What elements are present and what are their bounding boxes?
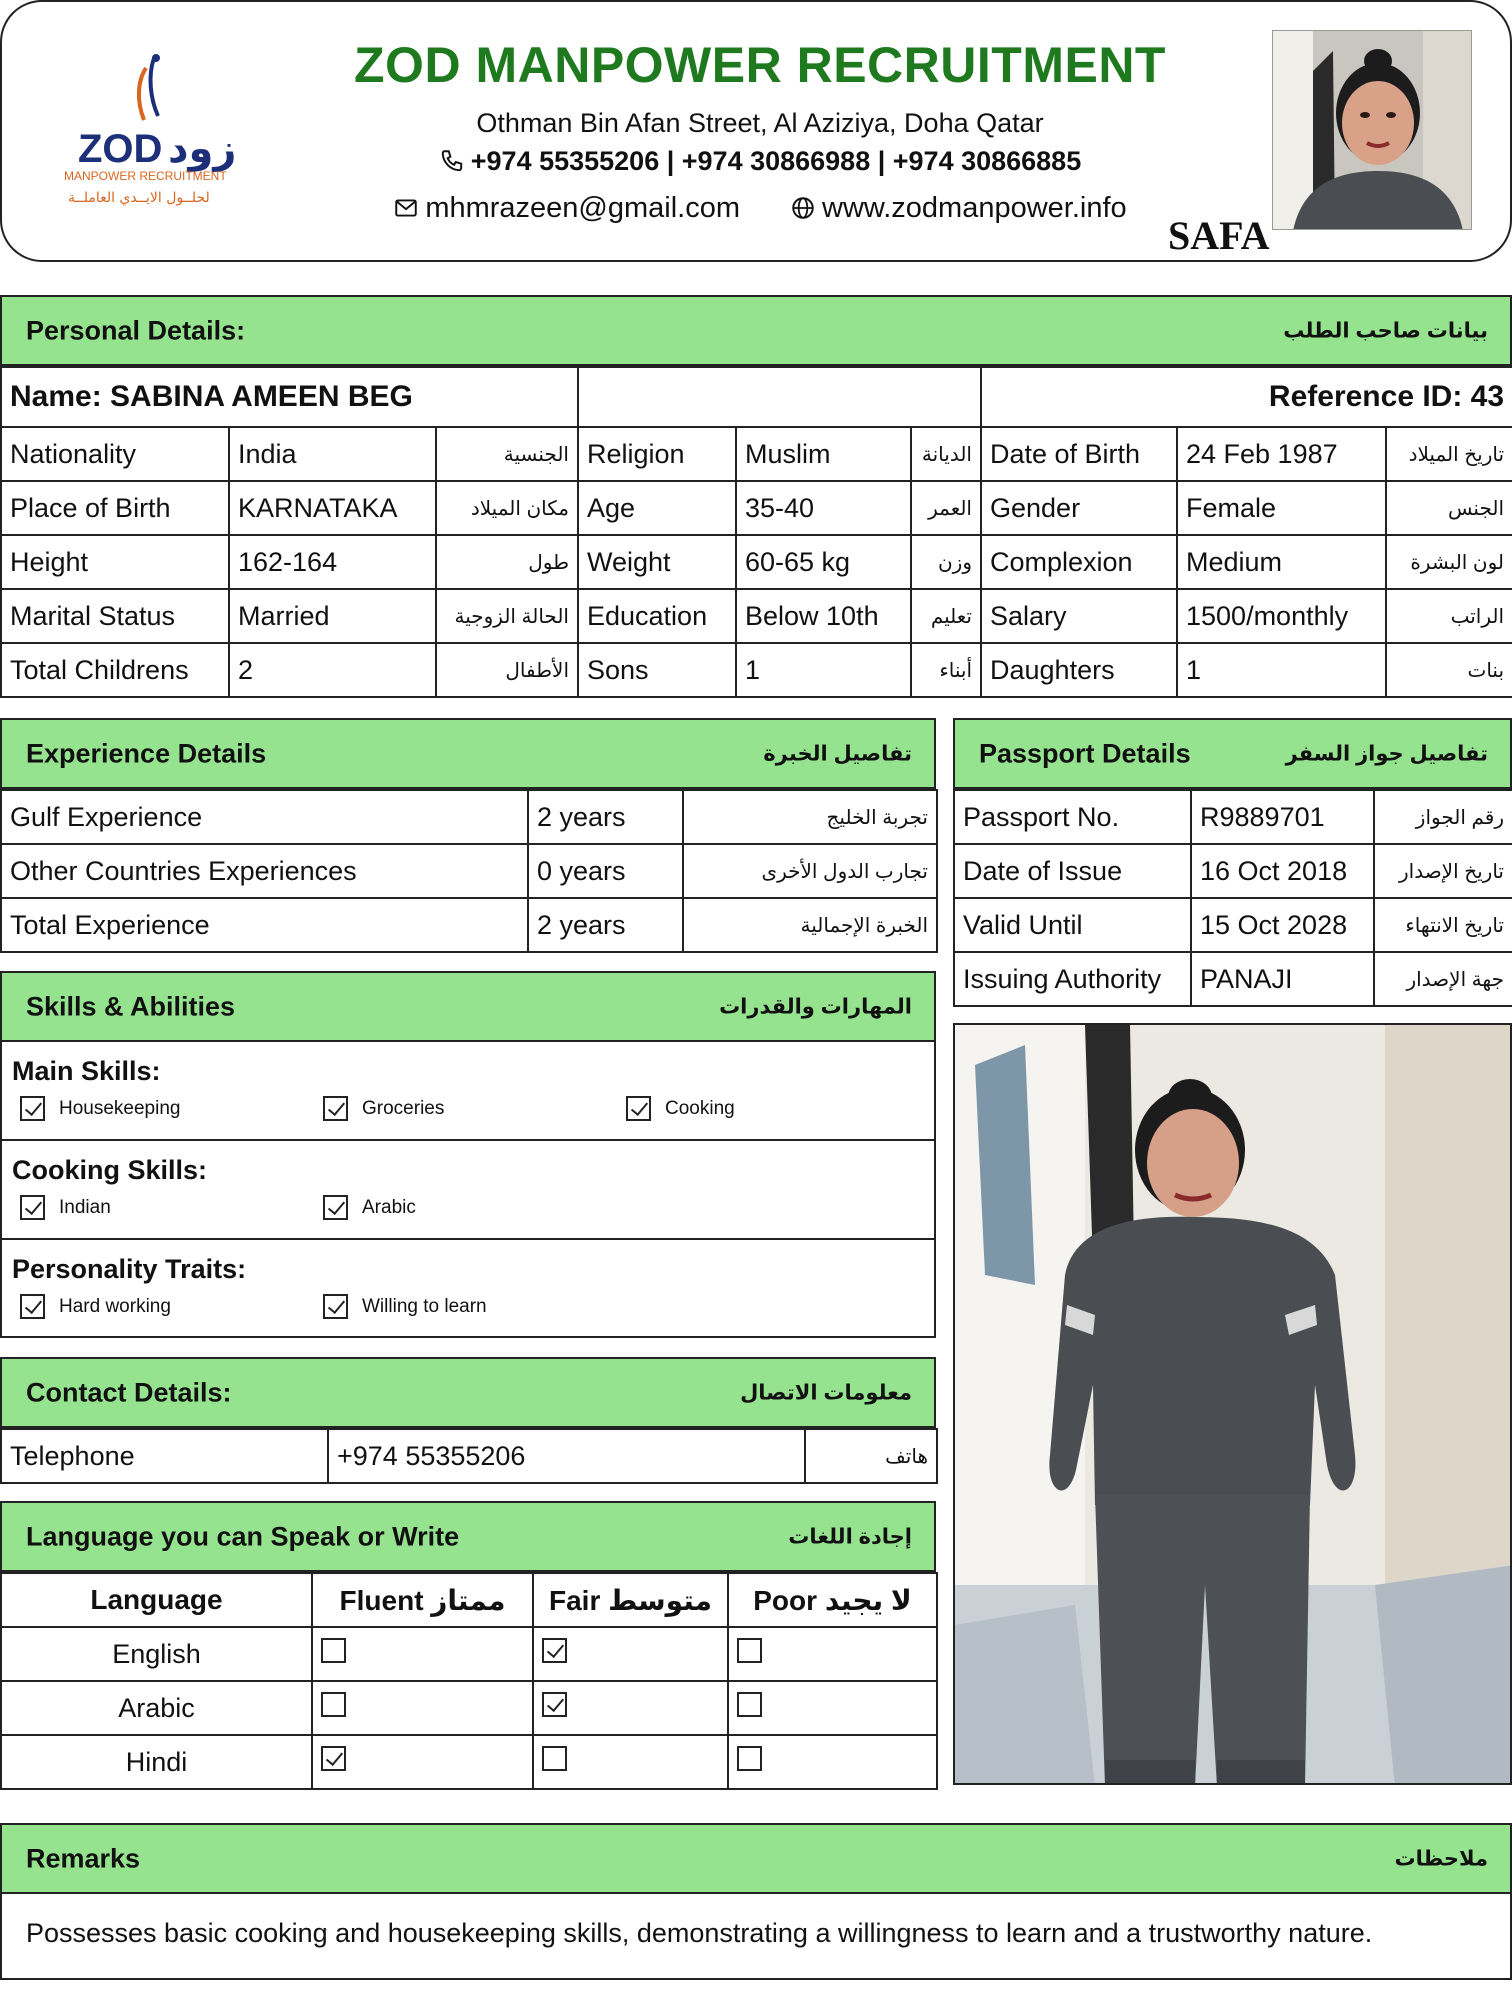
name-spacer-cell [578, 367, 981, 427]
checkbox[interactable] [542, 1746, 567, 1771]
contact-details-header [0, 1357, 936, 1428]
remarks-header [0, 1823, 1512, 1894]
skill-label: Willing to learn [362, 1295, 487, 1317]
main-skills-title: Main Skills: [12, 1056, 161, 1086]
fair-cell[interactable] [533, 1735, 728, 1789]
skills-title-ar: المهارات والقدرات [719, 995, 912, 1018]
skill-checkbox-item[interactable] [20, 1096, 180, 1121]
passport-table [953, 789, 1512, 1007]
field-value: 2 years [528, 898, 683, 952]
field-label: Total Childrens [1, 643, 229, 697]
languages-title-ar: إجادة اللغات [788, 1525, 912, 1548]
experience-details-header [0, 718, 936, 789]
skills-title: Skills & Abilities [26, 991, 236, 1021]
skill-label: Groceries [362, 1097, 445, 1119]
field-label-ar: أبناء [911, 643, 981, 697]
skills-box [0, 1042, 936, 1338]
checkbox[interactable] [20, 1096, 45, 1121]
skill-label: Arabic [362, 1196, 416, 1218]
field-label: Place of Birth [1, 481, 229, 535]
company-website[interactable]: www.zodmanpower.info [822, 192, 1127, 224]
passport-details-title-ar: تفاصيل جواز السفر [1285, 742, 1488, 765]
table-row [1, 844, 937, 898]
checkbox[interactable] [542, 1692, 567, 1717]
passport-details-header [953, 718, 1512, 789]
field-label-ar: مكان الميلاد [436, 481, 578, 535]
field-label-ar: العمر [911, 481, 981, 535]
field-label-ar: تجربة الخليج [683, 790, 937, 844]
languages-header [0, 1501, 936, 1572]
experience-details-title-ar: تفاصيل الخبرة [763, 742, 912, 765]
field-label-ar: تاريخ الانتهاء [1374, 898, 1512, 952]
company-address: Othman Bin Afan Street, Al Aziziya, Doha Qatar [476, 108, 1044, 138]
column-header: Fluent ممتاز [312, 1573, 533, 1627]
field-label: Sons [578, 643, 736, 697]
skill-checkbox-item[interactable] [20, 1294, 171, 1319]
field-value: 35-40 [736, 481, 911, 535]
skill-checkbox-item[interactable] [323, 1096, 444, 1121]
reference-id: Reference ID: 43 [981, 367, 1512, 427]
svg-text:ZOD: ZOD [78, 127, 163, 171]
field-label-ar: الحالة الزوجية [436, 589, 578, 643]
fluent-cell[interactable] [312, 1681, 533, 1735]
field-value: 162-164 [229, 535, 436, 589]
table-row [1, 589, 1512, 643]
skill-label: Housekeeping [59, 1097, 181, 1119]
skill-label: Cooking [665, 1097, 735, 1119]
mail-icon [393, 195, 419, 221]
personality-traits-title: Personality Traits: [12, 1254, 247, 1284]
field-label: Salary [981, 589, 1177, 643]
checkbox[interactable] [542, 1638, 567, 1663]
table-row [954, 952, 1512, 1006]
field-value: 60-65 kg [736, 535, 911, 589]
experience-details-title: Experience Details [26, 738, 267, 768]
field-label-ar: تاريخ الميلاد [1386, 427, 1512, 481]
checkbox[interactable] [737, 1692, 762, 1717]
table-row [1, 1681, 937, 1735]
field-label: Marital Status [1, 589, 229, 643]
field-label-ar: الديانة [911, 427, 981, 481]
languages-title: Language you can Speak or Write [26, 1521, 460, 1551]
company-logo [58, 50, 238, 220]
field-label: Issuing Authority [954, 952, 1191, 1006]
candidate-name: Name: SABINA AMEEN BEG [1, 367, 578, 427]
field-label: Gulf Experience [1, 790, 528, 844]
field-value: Female [1177, 481, 1386, 535]
checkbox[interactable] [321, 1638, 346, 1663]
field-value: 1500/monthly [1177, 589, 1386, 643]
table-row [954, 844, 1512, 898]
table-row [954, 790, 1512, 844]
field-label: Passport No. [954, 790, 1191, 844]
contact-details-title-ar: معلومات الاتصال [740, 1381, 912, 1404]
name-row [1, 367, 1512, 427]
personality-traits-group [2, 1240, 934, 1338]
table-row [1, 481, 1512, 535]
svg-text:MANPOWER RECRUITMENT: MANPOWER RECRUITMENT [64, 169, 227, 183]
remarks-title-ar: ملاحظات [1394, 1847, 1488, 1870]
table-row [1, 643, 1512, 697]
field-value: 1 [736, 643, 911, 697]
company-email[interactable]: mhmrazeen@gmail.com [425, 192, 741, 224]
field-label: Complexion [981, 535, 1177, 589]
field-label: Date of Birth [981, 427, 1177, 481]
poor-cell[interactable] [728, 1627, 937, 1681]
table-header-row [1, 1573, 937, 1627]
field-label: Religion [578, 427, 736, 481]
table-row [1, 1429, 937, 1483]
field-label-ar: هاتف [805, 1429, 937, 1483]
company-phones [300, 146, 1220, 177]
field-value: 24 Feb 1987 [1177, 427, 1386, 481]
cooking-skills-title: Cooking Skills: [12, 1155, 208, 1185]
skill-checkbox-item[interactable] [323, 1294, 487, 1319]
field-label-ar: وزن [911, 535, 981, 589]
field-label-ar: جهة الإصدار [1374, 952, 1512, 1006]
field-label: Daughters [981, 643, 1177, 697]
field-label-ar: تعليم [911, 589, 981, 643]
skill-checkbox-item[interactable] [626, 1096, 735, 1121]
company-name: ZOD MANPOWER RECRUITMENT [354, 37, 1166, 93]
field-label-ar: الراتب [1386, 589, 1512, 643]
table-row [1, 790, 937, 844]
field-label: Other Countries Experiences [1, 844, 528, 898]
experience-table [0, 789, 938, 953]
globe-icon [790, 195, 816, 221]
field-label: Telephone [1, 1429, 328, 1483]
full-body-photo [953, 1023, 1512, 1785]
agent-tag: SAFA [1168, 213, 1270, 258]
field-label: Nationality [1, 427, 229, 481]
skill-checkbox-item[interactable] [323, 1195, 416, 1220]
checkbox[interactable] [626, 1096, 651, 1121]
field-value: R9889701 [1191, 790, 1374, 844]
field-label: Gender [981, 481, 1177, 535]
personal-details-title: Personal Details: [26, 315, 246, 345]
contact-details-title: Contact Details: [26, 1377, 232, 1407]
table-row [1, 898, 937, 952]
field-label: Age [578, 481, 736, 535]
checkbox[interactable] [737, 1746, 762, 1771]
personal-details-table [0, 366, 1512, 698]
field-value: 2 [229, 643, 436, 697]
field-value: India [229, 427, 436, 481]
field-label-ar: لون البشرة [1386, 535, 1512, 589]
personal-details-title-ar: بيانات صاحب الطلب [1283, 319, 1488, 342]
remarks-text: Possesses basic cooking and housekeeping skills, demonstrating a willingness to learn and a trustworthy nature. [26, 1918, 1373, 1948]
languages-table [0, 1572, 938, 1790]
field-label-ar: الخبرة الإجمالية [683, 898, 937, 952]
field-value: KARNATAKA [229, 481, 436, 535]
language-name: Arabic [1, 1681, 312, 1735]
table-row [1, 1735, 937, 1789]
column-header: Fair متوسط [533, 1573, 728, 1627]
table-row [1, 1627, 937, 1681]
svg-text:زود: زود [168, 126, 237, 172]
checkbox[interactable] [323, 1195, 348, 1220]
remarks-title: Remarks [26, 1843, 141, 1873]
skill-checkbox-item[interactable] [20, 1195, 111, 1220]
fluent-cell[interactable] [312, 1627, 533, 1681]
field-value: 0 years [528, 844, 683, 898]
checkbox[interactable] [20, 1294, 45, 1319]
field-label: Date of Issue [954, 844, 1191, 898]
fair-cell[interactable] [533, 1627, 728, 1681]
field-label-ar: الجنسية [436, 427, 578, 481]
contact-table [0, 1428, 938, 1484]
fluent-cell[interactable] [312, 1735, 533, 1789]
field-label-ar: بنات [1386, 643, 1512, 697]
field-value: Medium [1177, 535, 1386, 589]
checkbox[interactable] [321, 1746, 346, 1771]
company-contacts [300, 192, 1220, 225]
svg-text:لحلــول الايــدي العاملــة: لحلــول الايــدي العاملــة [68, 190, 210, 206]
cooking-skills-group [2, 1141, 934, 1240]
table-row [954, 898, 1512, 952]
field-label: Height [1, 535, 229, 589]
field-label-ar: الأطفال [436, 643, 578, 697]
field-value: PANAJI [1191, 952, 1374, 1006]
language-name: English [1, 1627, 312, 1681]
phone-icon [439, 148, 465, 174]
phone-numbers: +974 55355206 | +974 30866988 | +974 30866885 [470, 146, 1082, 176]
column-header: Language [1, 1573, 312, 1627]
fair-cell[interactable] [533, 1681, 728, 1735]
checkbox[interactable] [323, 1096, 348, 1121]
skill-label: Hard working [59, 1295, 171, 1317]
remarks-box [0, 1894, 1512, 1980]
field-label: Valid Until [954, 898, 1191, 952]
field-value: 16 Oct 2018 [1191, 844, 1374, 898]
field-label-ar: تاريخ الإصدار [1374, 844, 1512, 898]
personal-details-header [0, 295, 1512, 366]
field-label-ar: رقم الجواز [1374, 790, 1512, 844]
checkbox[interactable] [321, 1692, 346, 1717]
skill-label: Indian [59, 1196, 111, 1218]
field-value: Muslim [736, 427, 911, 481]
checkbox[interactable] [737, 1638, 762, 1663]
field-label: Total Experience [1, 898, 528, 952]
language-name: Hindi [1, 1735, 312, 1789]
poor-cell[interactable] [728, 1681, 937, 1735]
headshot-photo [1272, 30, 1472, 230]
main-skills-group [2, 1042, 934, 1141]
checkbox[interactable] [323, 1294, 348, 1319]
field-label: Weight [578, 535, 736, 589]
table-row [1, 427, 1512, 481]
field-label-ar: الجنس [1386, 481, 1512, 535]
poor-cell[interactable] [728, 1735, 937, 1789]
column-header: Poor لا يجيد [728, 1573, 937, 1627]
telephone-value[interactable]: +974 55355206 [328, 1429, 805, 1483]
table-row [1, 535, 1512, 589]
field-value: 1 [1177, 643, 1386, 697]
field-label-ar: طول [436, 535, 578, 589]
checkbox[interactable] [20, 1195, 45, 1220]
field-label-ar: تجارب الدول الأخرى [683, 844, 937, 898]
skills-header [0, 971, 936, 1042]
field-value: Below 10th [736, 589, 911, 643]
passport-details-title: Passport Details [979, 738, 1191, 768]
field-value: Married [229, 589, 436, 643]
field-value: 2 years [528, 790, 683, 844]
field-label: Education [578, 589, 736, 643]
field-value: 15 Oct 2028 [1191, 898, 1374, 952]
